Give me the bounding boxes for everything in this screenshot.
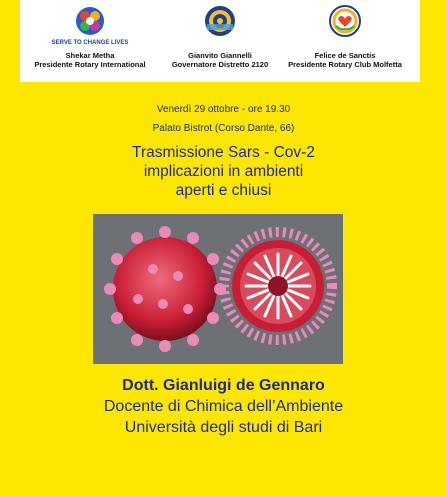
talk-title-line3: aperti e chiusi [175, 182, 272, 199]
logo-caption: SERVE TO CHANGE LIVES [51, 40, 129, 46]
person-title-center: Governatore Distretto 2120 [171, 60, 269, 69]
speaker-name: Dott. Gianluigi de Gennaro [122, 377, 325, 394]
speaker-role: Docente di Chimica dell’Ambiente [103, 398, 344, 415]
event-venue: Palato Bistrot (Corso Dante, 66) [152, 123, 295, 134]
header-right [275, 4, 415, 69]
virus-illustration [93, 214, 343, 364]
talk-title-line2: implicazioni in ambienti [143, 163, 304, 180]
header-band [20, 0, 420, 82]
virus-left-icon [104, 226, 226, 352]
person-name-right: Felice de Sanctis [314, 51, 376, 60]
spacer [150, 38, 290, 47]
hands-heart-icon [328, 4, 362, 38]
person-title-left: Presidente Rotary International [34, 60, 146, 69]
header-center [150, 4, 290, 69]
spacer [275, 38, 415, 47]
person-title-right: Presidente Rotary Club Molfetta [288, 60, 402, 69]
person-name-left: Shekar Metha [65, 51, 115, 60]
virus-right-icon [224, 232, 332, 340]
rotary-wheel-icon [203, 4, 237, 38]
globe-icon [73, 4, 107, 38]
event-datetime: Venerdì 29 ottobre - ore 19.30 [156, 104, 291, 115]
talk-title-line1: Trasmissione Sars - Cov-2 [132, 144, 315, 161]
header-left [20, 4, 160, 69]
coronavirus-image [93, 214, 343, 364]
speaker-affiliation: Università degli studi di Bari [124, 419, 323, 436]
person-name-center: Gianvito Giannelli [188, 51, 252, 60]
